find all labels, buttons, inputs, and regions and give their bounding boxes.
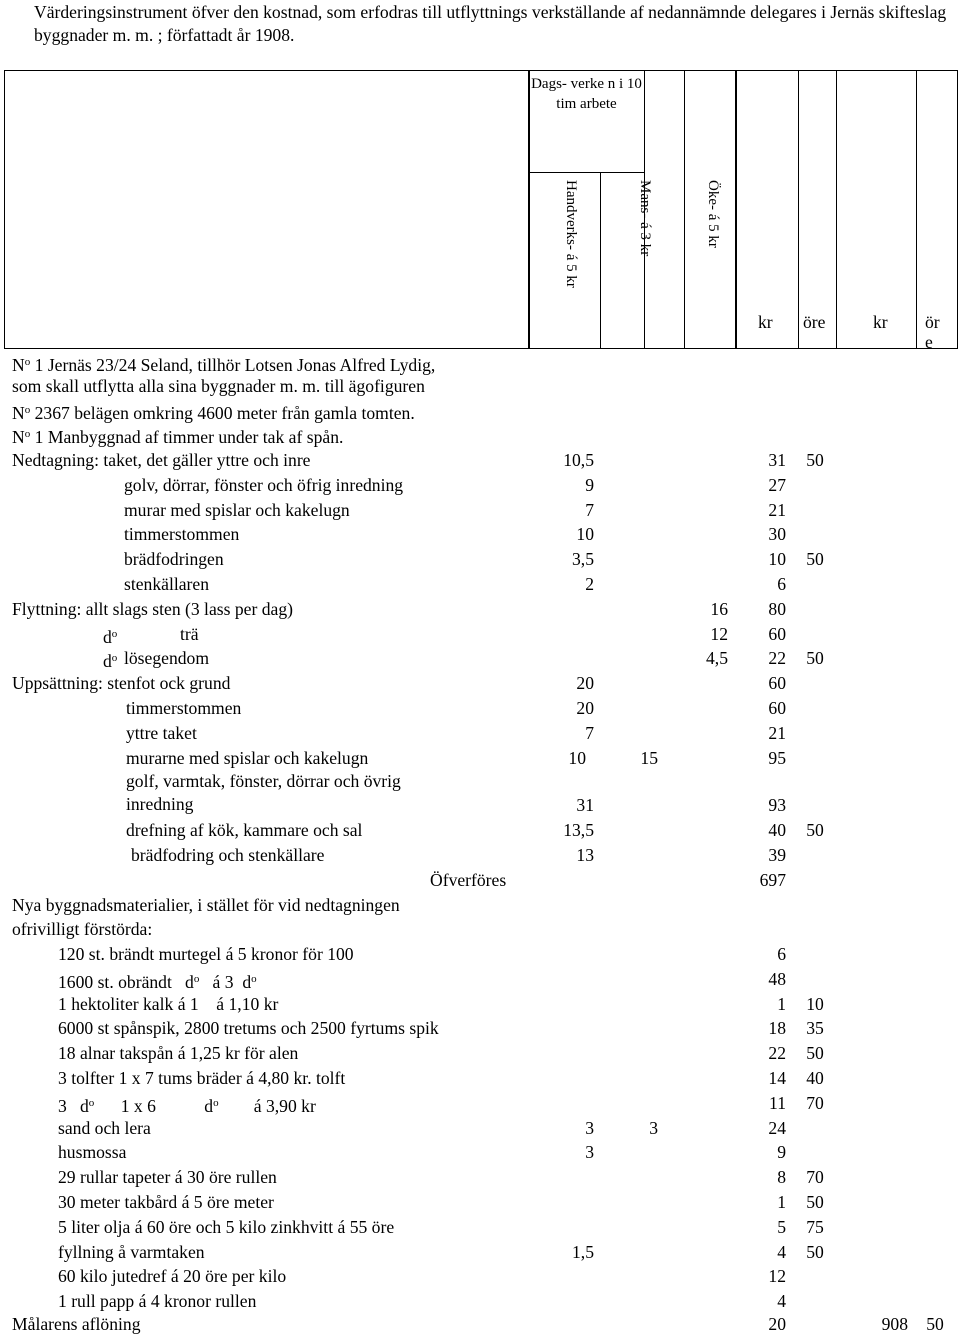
handverks-value: 3: [585, 1117, 594, 1138]
table-row: [0, 597, 960, 621]
material-row: [0, 1091, 960, 1115]
ore-column-header: öre: [803, 312, 826, 332]
table-row: [0, 622, 960, 646]
material-row: [0, 992, 960, 1016]
ore-value: 50: [806, 549, 824, 570]
ore-value: 50: [806, 648, 824, 669]
row-label: murar med spislar och kakelugn: [124, 499, 350, 520]
row-label: Nedtagning: taket, det gäller yttre och inre: [12, 450, 311, 470]
final-row: [0, 1312, 960, 1336]
ore-value: 70: [806, 1092, 824, 1113]
handverks-column-header: Handverks- á 5 kr: [563, 180, 579, 288]
material-label: 3 $d^o$ 1 x 6 $d^o$ á 3,90 kr: [58, 1095, 316, 1116]
header-divider: [600, 172, 601, 349]
material-row: [0, 1016, 960, 1040]
kr-value: 8: [777, 1167, 786, 1188]
kr-value: 14: [768, 1068, 786, 1088]
material-label: 6000 st spånspik, 2800 tretums och 2500 fyrtums spik: [58, 1018, 439, 1039]
handverks-value: 7: [585, 722, 594, 743]
intro-line: $N^o$ 2367 belägen omkring 4600 meter från gamla tomten.: [12, 403, 415, 423]
kr-value: 5: [777, 1216, 786, 1237]
ore-value: 50: [806, 820, 824, 840]
handverks-value: 31: [576, 795, 594, 815]
kr-value: 24: [768, 1117, 786, 1138]
header-divider: [684, 70, 685, 349]
mans-value: 16: [710, 598, 728, 619]
material-row: [0, 1041, 960, 1065]
material-label: 29 rullar tapeter á 30 öre rullen: [58, 1167, 277, 1188]
row-label: yttre taket: [126, 722, 197, 743]
kr-value: 1: [777, 993, 786, 1014]
kr2-column-header: kr: [873, 312, 888, 332]
materials-heading: Nya byggnadsmaterialier, i stället för vid nedtagningen ofrivilligt förstörda:: [12, 895, 400, 939]
material-row: [0, 1190, 960, 1214]
handverks-value: 10: [568, 747, 586, 768]
material-row: [0, 1116, 960, 1140]
row-label: trä: [180, 623, 199, 644]
kr-value: 18: [768, 1018, 786, 1039]
handverks-value: 9: [585, 474, 594, 495]
intro-line: som skall utflytta alla sina byggnader m. m. till ägofiguren: [12, 376, 425, 396]
row-label: golv, dörrar, fönster och öfrig inredning: [124, 474, 404, 495]
kr-value: 30: [768, 524, 786, 545]
row-label: Flyttning: allt slags sten (3 lass per dag): [12, 598, 293, 619]
kr-value: 31: [768, 450, 786, 470]
material-row: [0, 942, 960, 966]
table-row: [0, 448, 960, 472]
header-divider: [798, 70, 799, 349]
kr-value: 6: [777, 574, 786, 594]
material-label: sand och lera: [58, 1117, 151, 1138]
row-label: murarne med spislar och kakelugn: [126, 747, 369, 768]
row-label: Uppsättning: stenfot ock grund: [12, 673, 231, 694]
kr-value: 1: [777, 1192, 786, 1212]
handverks-value: 1,5: [572, 1241, 594, 1262]
table-row: [0, 843, 960, 867]
material-label: 1 rull papp á 4 kronor rullen: [58, 1291, 257, 1312]
total-kr-value: 908: [881, 1314, 908, 1334]
handverks-value: 7: [585, 499, 594, 520]
ore-value: 10: [806, 993, 824, 1014]
kr-value: 60: [768, 673, 786, 694]
kr-value: 11: [769, 1092, 786, 1113]
material-label: 5 liter olja á 60 öre och 5 kilo zinkhvitt á 55 öre: [58, 1216, 395, 1237]
total-ore-value: 50: [926, 1314, 944, 1334]
ditto-mark: $d^o$: [103, 651, 118, 672]
header-divider: [836, 70, 837, 349]
material-label: husmossa: [58, 1142, 127, 1163]
handverks-value: 13: [576, 845, 594, 865]
header-divider: [916, 70, 917, 349]
kr-value: 6: [777, 944, 786, 964]
material-label: 120 st. brändt murtegel á 5 kronor för 100: [58, 944, 354, 964]
kr-value: 4: [777, 1291, 786, 1312]
table-row: [0, 818, 960, 842]
material-row: [0, 967, 960, 991]
material-label: 18 alnar takspån á 1,25 kr för alen: [58, 1043, 299, 1064]
kr-value: 9: [777, 1142, 786, 1163]
kr-value: 22: [768, 1043, 786, 1064]
row-label: drefning af kök, kammare och sal: [126, 820, 363, 840]
kr-value: 4: [777, 1241, 786, 1262]
header-divider: [529, 172, 644, 173]
ore-value: 40: [806, 1068, 824, 1088]
handverks-value: 3: [585, 1142, 594, 1163]
kr-value: 40: [768, 820, 786, 840]
ditto-mark: $d^o$: [103, 626, 118, 647]
ore-value: 50: [806, 1241, 824, 1262]
handverks-value: 20: [576, 673, 594, 694]
row-label: brädfodringen: [124, 549, 224, 570]
kr-value: 21: [768, 722, 786, 743]
handverks-value: 3,5: [572, 549, 594, 570]
oke-column-header: Öke- á 5 kr: [705, 180, 721, 248]
row-label: lösegendom: [124, 648, 210, 669]
material-row: [0, 1066, 960, 1090]
header-amount-cell: [736, 70, 958, 349]
kr-value: 80: [768, 598, 786, 619]
golf-row-label: golf, varmtak, fönster, dörrar och övrig inredning: [126, 771, 401, 814]
table-row: [0, 721, 960, 745]
table-row: [0, 473, 960, 497]
kr-value: 21: [768, 499, 786, 520]
kr-value: 95: [768, 747, 786, 768]
ore-value: 50: [806, 1192, 824, 1212]
kr-value: 22: [768, 648, 786, 669]
handverks-value: 13,5: [563, 820, 594, 840]
final-label: Målarens aflöning: [12, 1314, 141, 1334]
handverks-value: 2: [585, 574, 594, 594]
row-label: Öfverföres: [430, 870, 507, 890]
kr-value: 60: [768, 698, 786, 718]
kr-value: 10: [768, 549, 786, 570]
mans-value: 12: [710, 623, 728, 644]
table-row: [0, 498, 960, 522]
ore2-header-part: ör: [925, 312, 940, 332]
handverks-value: 10: [576, 524, 594, 545]
ore2-header-part: e: [925, 332, 933, 352]
mans-value: 15: [640, 747, 658, 768]
row-label: timmerstommen: [126, 698, 242, 718]
material-label: 1600 st. obrändt $d^o$ á 3 $d^o$: [58, 971, 257, 992]
mans-value: 3: [649, 1117, 658, 1138]
kr-value: 60: [768, 623, 786, 644]
kr-value: 27: [768, 474, 786, 495]
kr-column-header: kr: [758, 312, 773, 332]
document-title: Värderingsinstrument öfver den kostnad, som erfodras till utflyttnings verkställande af nedannämnde delegares i Jernäs skifteslag byggnader m. m. ; författadt år 1908.: [34, 2, 947, 45]
material-label: 1 hektoliter kalk á 1 á 1,10 kr: [58, 993, 279, 1014]
header-description-cell: [4, 70, 529, 349]
row-label: brädfodring och stenkällare: [131, 845, 325, 865]
material-label: 30 meter takbård á 5 öre meter: [58, 1192, 274, 1212]
ore-value: 50: [806, 1043, 824, 1064]
intro-line: $N^o$ 1 Manbyggnad af timmer under tak af spån.: [12, 427, 344, 447]
ore-value: 35: [806, 1018, 824, 1039]
handverks-value: 10,5: [563, 450, 594, 470]
kr-value: 48: [768, 968, 786, 989]
kr-value: 697: [759, 870, 786, 890]
table-row: [0, 572, 960, 596]
ore-value: 50: [806, 450, 824, 470]
table-row: [0, 671, 960, 695]
ore2-column-header: [925, 312, 940, 352]
material-row: [0, 1289, 960, 1313]
intro-line: $N^o$ 1 Jernäs 23/24 Seland, tillhör Lotsen Jonas Alfred Lydig,: [12, 355, 436, 375]
table-row: [0, 696, 960, 720]
material-row: [0, 1215, 960, 1239]
material-label: 60 kilo jutedref á 20 öre per kilo: [58, 1266, 287, 1287]
mans-value: 4,5: [706, 648, 728, 669]
table-row: [0, 868, 960, 892]
row-label: stenkällaren: [124, 574, 209, 594]
ore-value: 75: [806, 1216, 824, 1237]
kr-value: 39: [768, 845, 786, 865]
dagsverke-header: Dags- verke n i 10 tim arbete: [531, 76, 642, 112]
material-row: [0, 1140, 960, 1164]
table-row: [0, 746, 960, 770]
material-row: [0, 1165, 960, 1189]
kr-value: 12: [768, 1266, 786, 1287]
mans-column-header: Mans- á 3 kr: [637, 180, 653, 257]
material-label: 3 tolfter 1 x 7 tums bräder á 4,80 kr. tolft: [58, 1068, 346, 1088]
kr-value: 20: [768, 1314, 786, 1334]
table-row: [0, 547, 960, 571]
material-row: [0, 1264, 960, 1288]
table-row: [0, 522, 960, 546]
row-label: timmerstommen: [124, 524, 240, 545]
table-row: [0, 793, 960, 817]
table-row: [0, 646, 960, 670]
kr-value: 93: [768, 795, 786, 815]
material-label: fyllning å varmtaken: [58, 1241, 205, 1262]
ore-value: 70: [806, 1167, 824, 1188]
handverks-value: 20: [576, 698, 594, 718]
material-row: [0, 1240, 960, 1264]
